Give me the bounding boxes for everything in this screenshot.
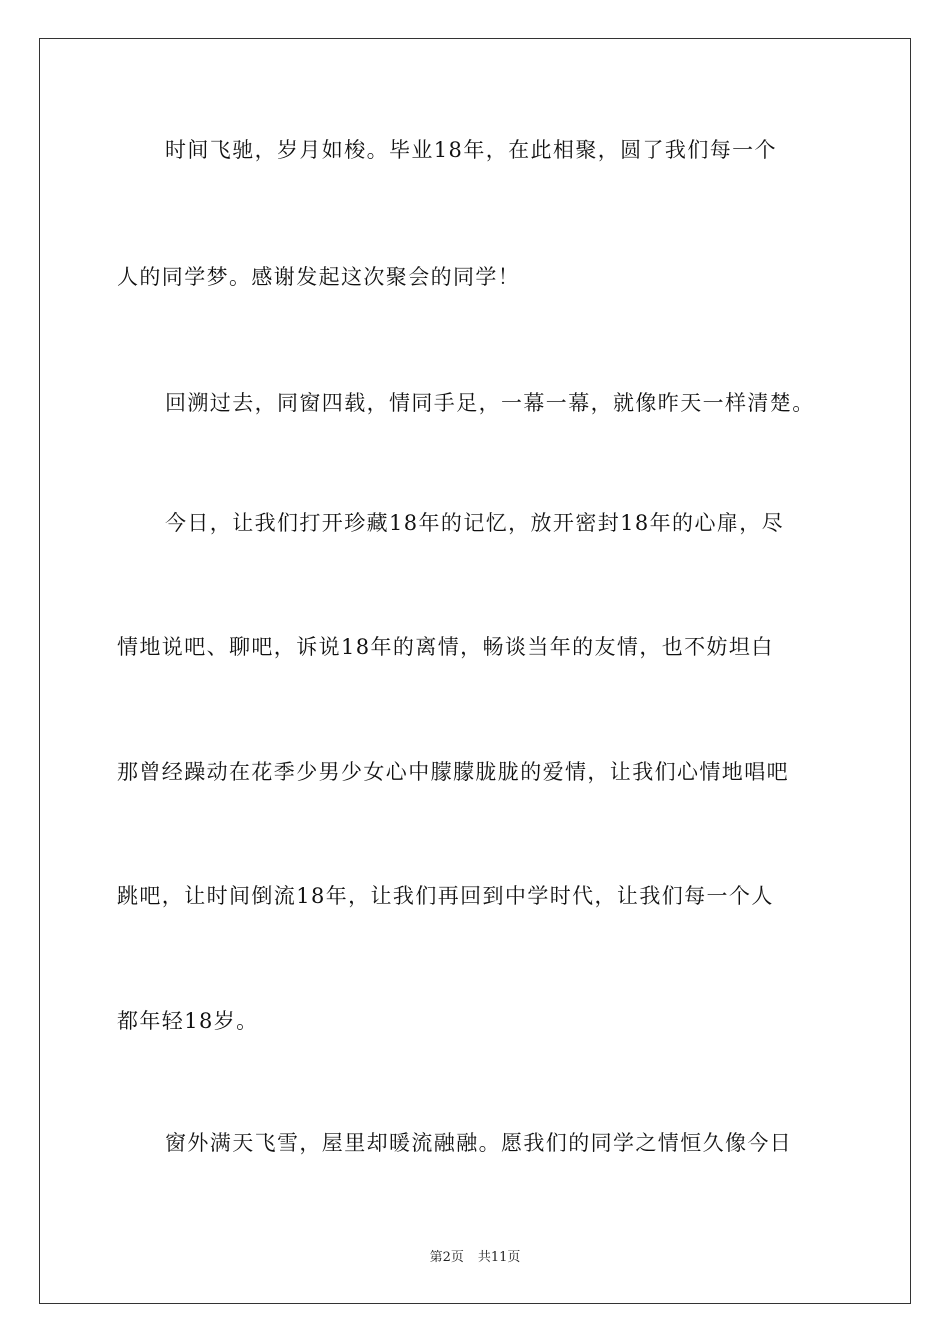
page-border bbox=[39, 38, 911, 1304]
text-line-2: 人的同学梦。感谢发起这次聚会的同学！ bbox=[117, 265, 521, 289]
text-line-8: 都年轻18岁。 bbox=[117, 1009, 259, 1033]
text-line-3: 回溯过去，同窗四载，情同手足，一幕一幕，就像昨天一样清楚。 bbox=[165, 391, 815, 415]
text-line-5: 情地说吧、聊吧，诉说18年的离情，畅谈当年的友情，也不妨坦白 bbox=[117, 635, 774, 659]
text-line-9: 窗外满天飞雪，屋里却暖流融融。愿我们的同学之情恒久像今日 bbox=[165, 1131, 793, 1155]
text-line-6: 那曾经躁动在花季少男少女心中朦朦胧胧的爱情，让我们心情地唱吧 bbox=[117, 760, 789, 784]
page-total: 共11页 bbox=[477, 1250, 521, 1265]
page-number: 第2页 bbox=[429, 1250, 464, 1265]
text-line-4: 今日，让我们打开珍藏18年的记忆，放开密封18年的心扉，尽 bbox=[165, 511, 785, 535]
text-line-1: 时间飞驰，岁月如梭。毕业18年，在此相聚，圆了我们每一个 bbox=[165, 138, 777, 162]
page-footer bbox=[0, 1246, 950, 1265]
text-line-7: 跳吧，让时间倒流18年，让我们再回到中学时代，让我们每一个人 bbox=[117, 884, 774, 908]
